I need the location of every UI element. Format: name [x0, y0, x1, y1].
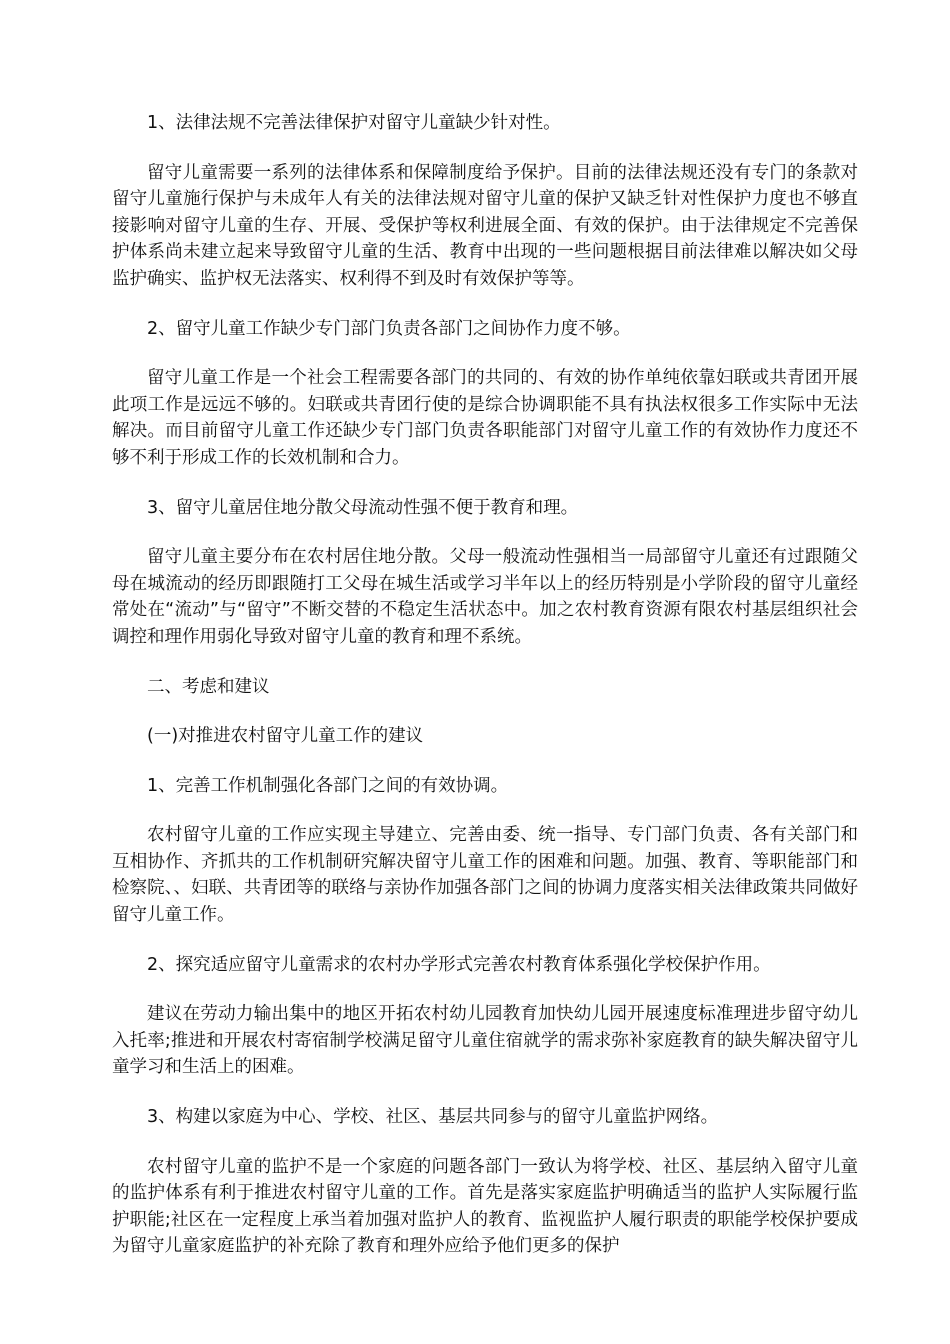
paragraph-coordination: 留守儿童工作是一个社会工程需要各部门的共同的、有效的协作单纯依靠妇联或共青团开展此项工作是远远不够的。妇联或共青团行使的是综合协调职能不具有执法权很多工作实际中无法解决。而目前留守儿童工作还缺少专门部门负责各职能部门对留守儿童工作的有效协作力度还不够不利于形成工作的长效机制和合力。 [112, 368, 858, 468]
section-heading-residence: 3、留守儿童居住地分散父母流动性强不便于教育和理。 [147, 497, 579, 518]
section-heading-schooling: 2、探究适应留守儿童需求的农村办学形式完善农村教育体系强化学校保护作用。 [147, 954, 771, 975]
paragraph-schooling: 建议在劳动力输出集中的地区开拓农村幼儿园教育加快幼儿园开展速度标准理进步留守幼儿入托率;推进和开展农村寄宿制学校满足留守儿童住宿就学的需求弥补家庭教育的缺失解决留守儿童学习和生活上的困难。 [112, 1004, 858, 1078]
section-heading-network: 3、构建以家庭为中心、学校、社区、基层共同参与的留守儿童监护网络。 [147, 1107, 719, 1128]
paragraph-mechanism: 农村留守儿童的工作应实现主导建立、完善由委、统一指导、专门部门负责、各有关部门和互相协作、齐抓共的工作机制研究解决留守儿童工作的困难和问题。加强、教育、等职能部门和检察院、、妇联、共青团等的联络与亲协作加强各部门之间的协调力度落实相关法律政策共同做好留守儿童工作。 [112, 825, 858, 926]
section-heading-coordination: 2、留守儿童工作缺少专门部门负责各部门之间协作力度不够。 [147, 318, 631, 339]
document-page [112, 110, 858, 1283]
subsection-heading-recommendations: (一)对推进农村留守儿童工作的建议 [147, 726, 424, 747]
section-heading-mechanism: 1、完善工作机制强化各部门之间的有效协调。 [147, 775, 509, 796]
paragraph-legal-protection: 留守儿童需要一系列的法律体系和保障制度给予保护。目前的法律法规还没有专门的条款对留守儿童施行保护与未成年人有关的法律法规对留守儿童的保护又缺乏针对性保护力度也不够直接影响对留守儿童的生存、开展、受保护等权利进展全面、有效的保护。由于法律规定不完善保护体系尚未建立起来导致留守儿童的生活、教育中出现的一些问题根据目前法律难以解决如父母监护确实、监护权无法落实、权利得不到及时有效保护等等。 [112, 162, 858, 289]
section-heading-suggestions: 二、考虑和建议 [147, 676, 270, 697]
paragraph-residence: 留守儿童主要分布在农村居住地分散。父母一般流动性强相当一局部留守儿童还有过跟随父母在城流动的经历即跟随打工父母在城生活或学习半年以上的经历特别是小学阶段的留守儿童经常处在“流动”与“留守”不断交替的不稳定生活状态中。加之农村教育资源有限农村基层组织社会调控和理作用弱化导致对留守儿童的教育和理不系统。 [112, 547, 858, 647]
section-heading-legal: 1、法律法规不完善法律保护对留守儿童缺少针对性。 [147, 113, 561, 133]
paragraph-network: 农村留守儿童的监护不是一个家庭的问题各部门一致认为将学校、社区、基层纳入留守儿童的监护体系有利于推进农村留守儿童的工作。首先是落实家庭监护明确适当的监护人实际履行监护职能;社区在一定程度上承当着加强对监护人的教育、监视监护人履行职责的职能学校保护要成为留守儿童家庭监护的补充除了教育和理外应给予他们更多的保护 [112, 1156, 858, 1257]
